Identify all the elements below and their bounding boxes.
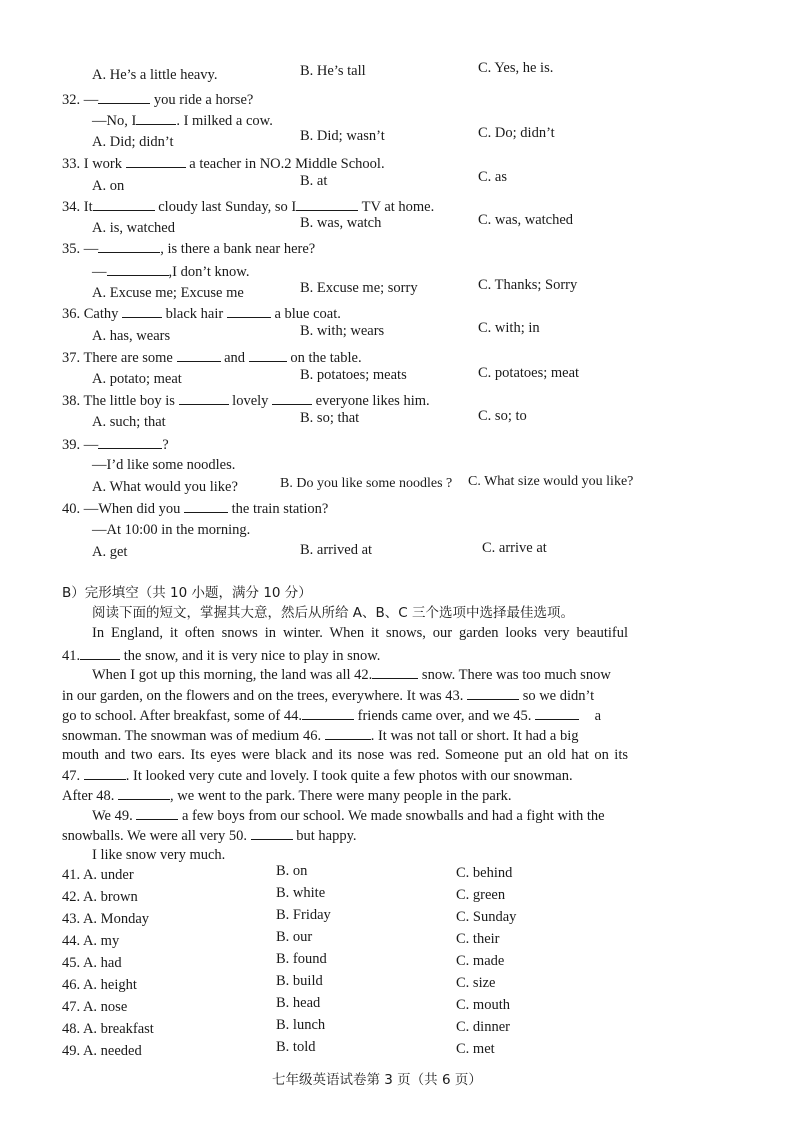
stem-text: There are some <box>83 350 173 366</box>
passage-text: After 48. <box>62 788 115 804</box>
option-a: A. brown <box>82 889 138 905</box>
blank <box>136 806 178 820</box>
option-b: B. our <box>276 929 313 945</box>
q34-option-c: C. was, watched <box>478 212 574 228</box>
q40-stem <box>62 499 328 518</box>
stem-text: TV at home. <box>361 199 435 215</box>
option-b: B. head <box>276 995 321 1011</box>
dash: — <box>92 264 107 280</box>
stem-text: you ride a horse? <box>153 92 254 108</box>
stem-text: on the table. <box>290 350 362 366</box>
question-number: 32. <box>62 92 81 108</box>
q38-option-c: C. so; to <box>478 408 527 424</box>
q39-option-b: B. Do you like some noodles ? <box>280 476 453 491</box>
blank <box>325 726 371 740</box>
option-c: C. green <box>456 887 506 903</box>
option-a: A. nose <box>82 999 128 1015</box>
question-number: 36. <box>62 306 81 322</box>
reply-text: ,I don’t know. <box>168 264 250 280</box>
option-b: B. found <box>276 951 327 967</box>
stem-text: It <box>83 199 93 215</box>
passage-text: a few boys from our school. We made snowballs and had a fight with the <box>181 808 605 824</box>
question-number: 39. <box>62 437 81 453</box>
blank <box>184 499 228 513</box>
blank <box>177 348 221 362</box>
blank <box>126 154 186 168</box>
passage-text: so we didn’t <box>522 688 595 704</box>
blank <box>302 706 354 720</box>
q32-option-b: B. Did; wasn’t <box>300 128 385 144</box>
q32-option-a: A. Did; didn’t <box>92 134 174 150</box>
option-a: A. breakfast <box>82 1021 154 1037</box>
option-c: C. met <box>456 1041 495 1057</box>
question-number: 43. <box>62 911 81 927</box>
option-c: C. size <box>456 975 496 991</box>
q31-option-a: A. He’s a little heavy. <box>92 67 218 83</box>
blank-number: 41. <box>62 648 81 664</box>
q40-option-b: B. arrived at <box>300 542 373 558</box>
section-b-title: B）完形填空（共 10 小题，满分 10 分） <box>62 585 312 601</box>
q35-stem <box>62 239 315 258</box>
blank <box>272 391 312 405</box>
stem-text: everyone likes him. <box>315 393 430 409</box>
option-b: B. told <box>276 1039 316 1055</box>
option-c: C. made <box>456 953 505 969</box>
passage-line <box>62 786 512 805</box>
option-c: C. behind <box>456 865 513 881</box>
question-number: 33. <box>62 156 81 172</box>
blank <box>93 197 155 211</box>
question-number: 49. <box>62 1043 81 1059</box>
q38-option-b: B. so; that <box>300 410 360 426</box>
question-number: 42. <box>62 889 81 905</box>
stem-text: a teacher in NO.2 Middle School. <box>189 156 385 172</box>
option-b: B. build <box>276 973 323 989</box>
passage-line: In England, it often snows in winter. When it snows, our garden looks very beautiful <box>92 625 628 641</box>
passage-text: a <box>594 708 602 724</box>
q35-option-b: B. Excuse me; sorry <box>300 280 418 296</box>
reply-text: . I milked a cow. <box>176 113 273 129</box>
dash: — <box>83 92 99 108</box>
blank <box>84 766 126 780</box>
question-number: 38. <box>62 393 81 409</box>
q35-reply <box>92 262 249 281</box>
stem-text: a blue coat. <box>274 306 341 322</box>
stem-text: lovely <box>232 393 269 409</box>
q31-option-b: B. He’s tall <box>300 63 366 79</box>
passage-text: friends came over, and we 45. <box>357 708 532 724</box>
blank <box>122 304 162 318</box>
passage-line <box>62 706 601 725</box>
blank <box>296 197 358 211</box>
option-c: C. Sunday <box>456 909 517 925</box>
q40-reply: —At 10:00 in the morning. <box>92 522 251 538</box>
stem-text: Cathy <box>83 306 119 322</box>
option-row <box>62 932 119 950</box>
passage-text: go to school. After breakfast, some of 44. <box>62 708 303 724</box>
q39-option-a: A. What would you like? <box>92 479 238 495</box>
q39-stem <box>62 435 169 454</box>
blank-number: 47. <box>62 768 81 784</box>
question-number: 37. <box>62 350 81 366</box>
q40-option-a: A. get <box>92 544 128 560</box>
q39-reply: —I’d like some noodles. <box>92 457 236 473</box>
blank <box>227 304 271 318</box>
passage-line: I like snow very much. <box>92 847 226 863</box>
passage-line <box>62 726 579 745</box>
option-a: A. height <box>82 977 137 993</box>
blank <box>80 646 120 660</box>
q36-stem <box>62 304 341 323</box>
option-row <box>62 910 149 928</box>
passage-line <box>92 665 611 684</box>
question-number: 41. <box>62 867 81 883</box>
passage-text: , we went to the park. There were many people in the park. <box>169 788 512 804</box>
dash: — <box>83 437 99 453</box>
q31-option-c: C. Yes, he is. <box>478 60 554 76</box>
blank <box>535 706 579 720</box>
q33-option-c: C. as <box>478 169 507 185</box>
option-a: A. under <box>82 867 134 883</box>
reply-text: —No, I <box>92 113 137 129</box>
option-c: C. their <box>456 931 500 947</box>
q33-option-a: A. on <box>92 178 125 194</box>
blank <box>249 348 287 362</box>
blank <box>251 826 293 840</box>
q37-option-b: B. potatoes; meats <box>300 367 407 383</box>
blank <box>98 435 162 449</box>
q35-option-a: A. Excuse me; Excuse me <box>92 285 244 301</box>
q34-option-b: B. was, watch <box>300 215 382 231</box>
option-c: C. dinner <box>456 1019 510 1035</box>
question-number: 40. <box>62 501 81 517</box>
option-row <box>62 866 134 884</box>
passage-line <box>62 826 357 845</box>
blank <box>372 665 418 679</box>
section-b-instruction: 阅读下面的短文，掌握其大意，然后从所给 A、B、C 三个选项中选择最佳选项。 <box>92 605 575 621</box>
option-a: A. Monday <box>82 911 150 927</box>
stem-text: and <box>224 350 246 366</box>
blank <box>98 239 160 253</box>
stem-text: cloudy last Sunday, so I <box>158 199 297 215</box>
passage-text: . It looked very cute and lovely. I took quite a few photos with our snowman. <box>125 768 573 784</box>
option-row <box>62 954 122 972</box>
passage-text: When I got up this morning, the land was all 42. <box>92 667 373 683</box>
q37-option-c: C. potatoes; meat <box>478 365 580 381</box>
passage-line <box>62 686 594 705</box>
passage-text: snowman. The snowman was of medium 46. <box>62 728 322 744</box>
q32-stem <box>62 90 253 109</box>
passage-text: in our garden, on the flowers and on the trees, everywhere. It was 43. <box>62 688 464 704</box>
question-number: 45. <box>62 955 81 971</box>
passage-line <box>62 766 573 785</box>
option-a: A. my <box>82 933 120 949</box>
option-row <box>62 1042 142 1060</box>
option-b: B. on <box>276 863 308 879</box>
passage-text: snow. There was too much snow <box>421 667 611 683</box>
blank <box>98 90 150 104</box>
blank <box>107 262 169 276</box>
option-row <box>62 976 137 994</box>
question-number: 47. <box>62 999 81 1015</box>
q37-stem <box>62 348 362 367</box>
question-number: 48. <box>62 1021 81 1037</box>
dash: — <box>83 241 99 257</box>
passage-line: mouth and two ears. Its eyes were black and its nose was red. Someone put an old hat on its <box>62 747 628 763</box>
q32-reply <box>92 111 273 130</box>
passage-text: We 49. <box>92 808 133 824</box>
q40-option-c: C. arrive at <box>482 540 547 556</box>
option-b: B. white <box>276 885 326 901</box>
passage-text: the snow, and it is very nice to play in snow. <box>123 648 381 664</box>
stem-text: ? <box>162 437 169 453</box>
stem-text: The little boy is <box>83 393 175 409</box>
question-number: 35. <box>62 241 81 257</box>
question-number: 46. <box>62 977 81 993</box>
option-b: B. lunch <box>276 1017 326 1033</box>
blank <box>467 686 519 700</box>
page-footer: 七年级英语试卷第 3 页（共 6 页） <box>272 1072 482 1088</box>
blank <box>118 786 170 800</box>
option-b: B. Friday <box>276 907 331 923</box>
question-number: 44. <box>62 933 81 949</box>
passage-text: . It was not tall or short. It had a big <box>370 728 579 744</box>
passage-text: but happy. <box>296 828 357 844</box>
q33-stem <box>62 154 385 173</box>
option-c: C. mouth <box>456 997 510 1013</box>
stem-text: I work <box>83 156 123 172</box>
question-number: 34. <box>62 199 81 215</box>
q39-option-c: C. What size would you like? <box>468 474 634 489</box>
option-a: A. had <box>82 955 122 971</box>
blank <box>136 111 176 125</box>
q36-option-b: B. with; wears <box>300 323 385 339</box>
stem-text: , is there a bank near here? <box>160 241 316 257</box>
passage-line <box>92 806 605 825</box>
q34-option-a: A. is, watched <box>92 220 175 236</box>
option-row <box>62 998 127 1016</box>
q33-option-b: B. at <box>300 173 328 189</box>
blank <box>179 391 229 405</box>
passage-text: snowballs. We were all very 50. <box>62 828 248 844</box>
q36-option-a: A. has, wears <box>92 328 171 344</box>
q32-option-c: C. Do; didn’t <box>478 125 555 141</box>
q37-option-a: A. potato; meat <box>92 371 182 387</box>
q36-option-c: C. with; in <box>478 320 540 336</box>
passage-line <box>62 646 380 665</box>
q38-stem <box>62 391 430 410</box>
stem-text: the train station? <box>231 501 329 517</box>
q35-option-c: C. Thanks; Sorry <box>478 277 578 293</box>
stem-text: —When did you <box>83 501 181 517</box>
option-a: A. needed <box>82 1043 142 1059</box>
option-row <box>62 888 138 906</box>
stem-text: black hair <box>165 306 224 322</box>
q38-option-a: A. such; that <box>92 414 166 430</box>
option-row <box>62 1020 154 1038</box>
